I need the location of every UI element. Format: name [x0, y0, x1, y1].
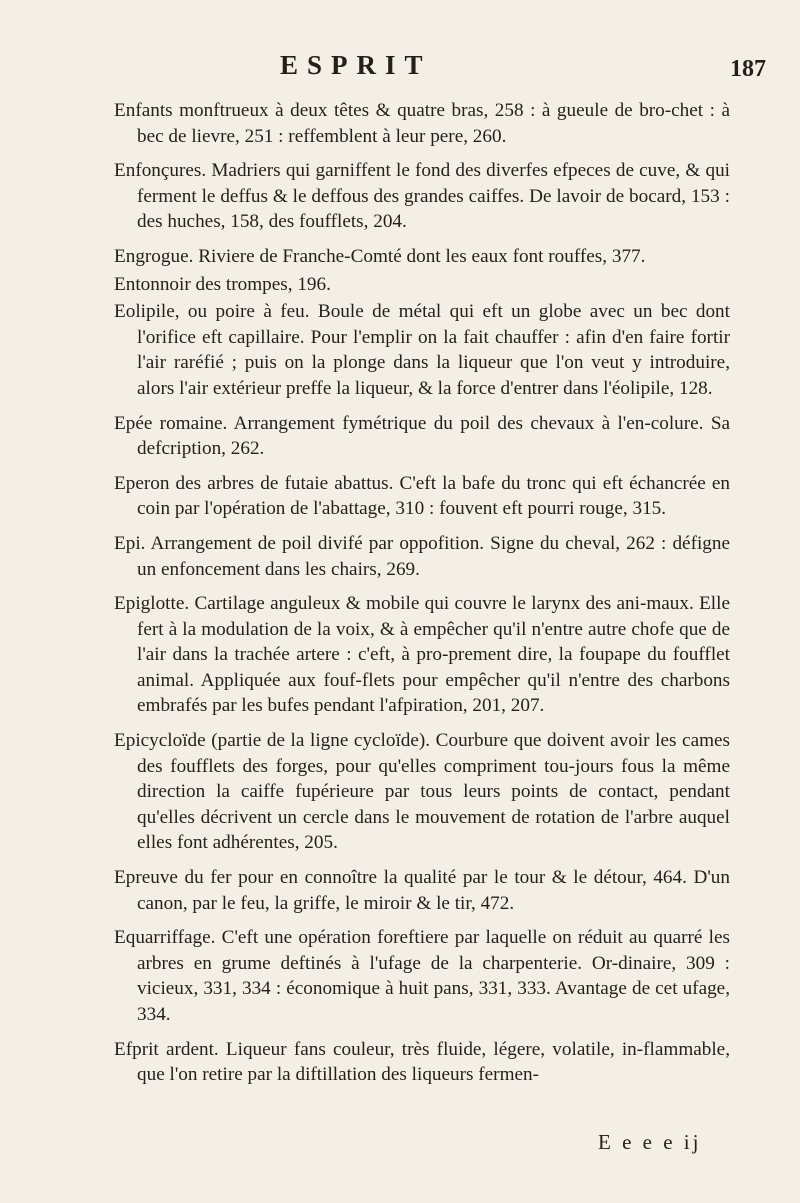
entry-text: à deux têtes & quatre bras, 258 : à gueule de bro-chet : à bec de lievre, 251 : reffemblent à leur pere, 260.: [137, 100, 730, 147]
entry-head: Efprit ardent.: [114, 1038, 219, 1060]
page-header: [0, 50, 800, 90]
entry-text: Madriers qui garniffent le fond des diverfes efpeces de cuve, & qui ferment le deffus & le deffous des grandes caiffes. De lavoir de bocard, 153 : des huches, 158, des foufflets, 204.: [137, 160, 730, 233]
entry-text: Liqueur fans couleur, très fluide, légere, volatile, in-flammable, que l'on retire par la diftillation des liqueurs fermen-: [137, 1038, 730, 1086]
entry-text: des arbres de futaie abattus. C'eft la bafe du tronc qui eft échancrée en coin par l'opération de l'abattage, 310 : fouvent eft pourri rouge, 315.: [137, 472, 730, 520]
entry-head: Equarriffage.: [114, 927, 216, 949]
entry-head: Epreuve: [114, 867, 178, 889]
index-entry: [114, 471, 730, 522]
index-entry: [114, 1037, 730, 1088]
entry-head: Enfonçures.: [114, 160, 207, 182]
entry-head: Epicycloïde: [114, 730, 206, 752]
entry-head: Enfants monftrueux: [114, 100, 269, 121]
entry-text: Riviere de Franche-Comté dont les eaux font rouffes, 377.: [193, 245, 646, 267]
running-title: ESPRIT: [280, 50, 432, 80]
index-entry: [114, 925, 730, 1027]
entry-head: Eolipile,: [114, 301, 180, 323]
entry-head: Entonnoir: [114, 273, 191, 295]
index-entry: [114, 98, 730, 149]
entry-head: Epiglotte.: [114, 593, 190, 615]
entry-head: Eperon: [114, 472, 170, 494]
entry-head: Epi.: [114, 532, 146, 554]
index-entry: [114, 272, 730, 298]
index-entry: [114, 865, 730, 916]
entry-head: Engrogue.: [114, 245, 194, 267]
entry-text: des trompes, 196.: [190, 273, 331, 295]
index-entry: [114, 244, 730, 270]
entry-text: Cartilage anguleux & mobile qui couvre le larynx des ani-maux. Elle fert à la modulation de la voix, & à empêcher qu'il n'entre autre chofe que de l'air dans la trachée artere : c'eft, à pro-prement dire, la foupape du foufflet animal. Appliquée aux fouf-flets pour empêcher qu'il n'entre des charbons embrafés par les bufes pendant l'afpiration, 201, 207.: [137, 593, 730, 717]
entry-text: Arrangement fymétrique du poil des chevaux à l'en-colure. Sa defcription, 262.: [137, 412, 731, 460]
entry-text: Arrangement de poil divifé par oppofition. Signe du cheval, 262 : défigne un enfoncement dans les chairs, 269.: [137, 532, 730, 580]
index-entry: [114, 411, 730, 462]
signature-mark: E e e e ij: [598, 1130, 702, 1154]
index-entry: [114, 158, 730, 235]
entry-text: C'eft une opération foreftiere par laquelle on réduit au quarré les arbres en grume deftinés à l'ufage de la charpenterie. Or-dinaire, 309 : vicieux, 331, 334 : économique à huit pans, 331, 333. Avantage de cet ufage, 334.: [137, 927, 730, 1025]
index-entry: [114, 299, 730, 401]
index-entry: [114, 591, 730, 719]
entry-head: Epée romaine.: [114, 412, 228, 434]
entry-text: du fer pour en connoître la qualité par le tour & le détour, 464. D'un canon, par le feu, la griffe, le miroir & le tir, 472.: [137, 867, 730, 914]
page-number: 187: [730, 56, 766, 82]
index-entries: [114, 98, 730, 1088]
entry-text: ou poire à feu. Boule de métal qui eft un globe avec un bec dont l'orifice eft capillaire. Pour l'emplir on la fait chauffer : afin d'en faire fortir l'air raréfié ; puis on la plonge dans la liqueur que l'on veut y introduire, alors l'air extérieur preffe la liqueur, & la force d'entrer dans l'éolipile, 128.: [137, 301, 730, 399]
index-entry: [114, 728, 730, 856]
entry-text: (partie de la ligne cycloïde). Courbure que doivent avoir les cames des foufflets des forges, pour qu'elles compriment tou-jours fous la même direction la caiffe fupérieure par tous leurs points de contact, pendant qu'elles décrivent un cercle dans le mouvement de rotation de l'arbre auquel elles font adhérentes, 205.: [137, 730, 730, 854]
index-entry: [114, 531, 730, 582]
